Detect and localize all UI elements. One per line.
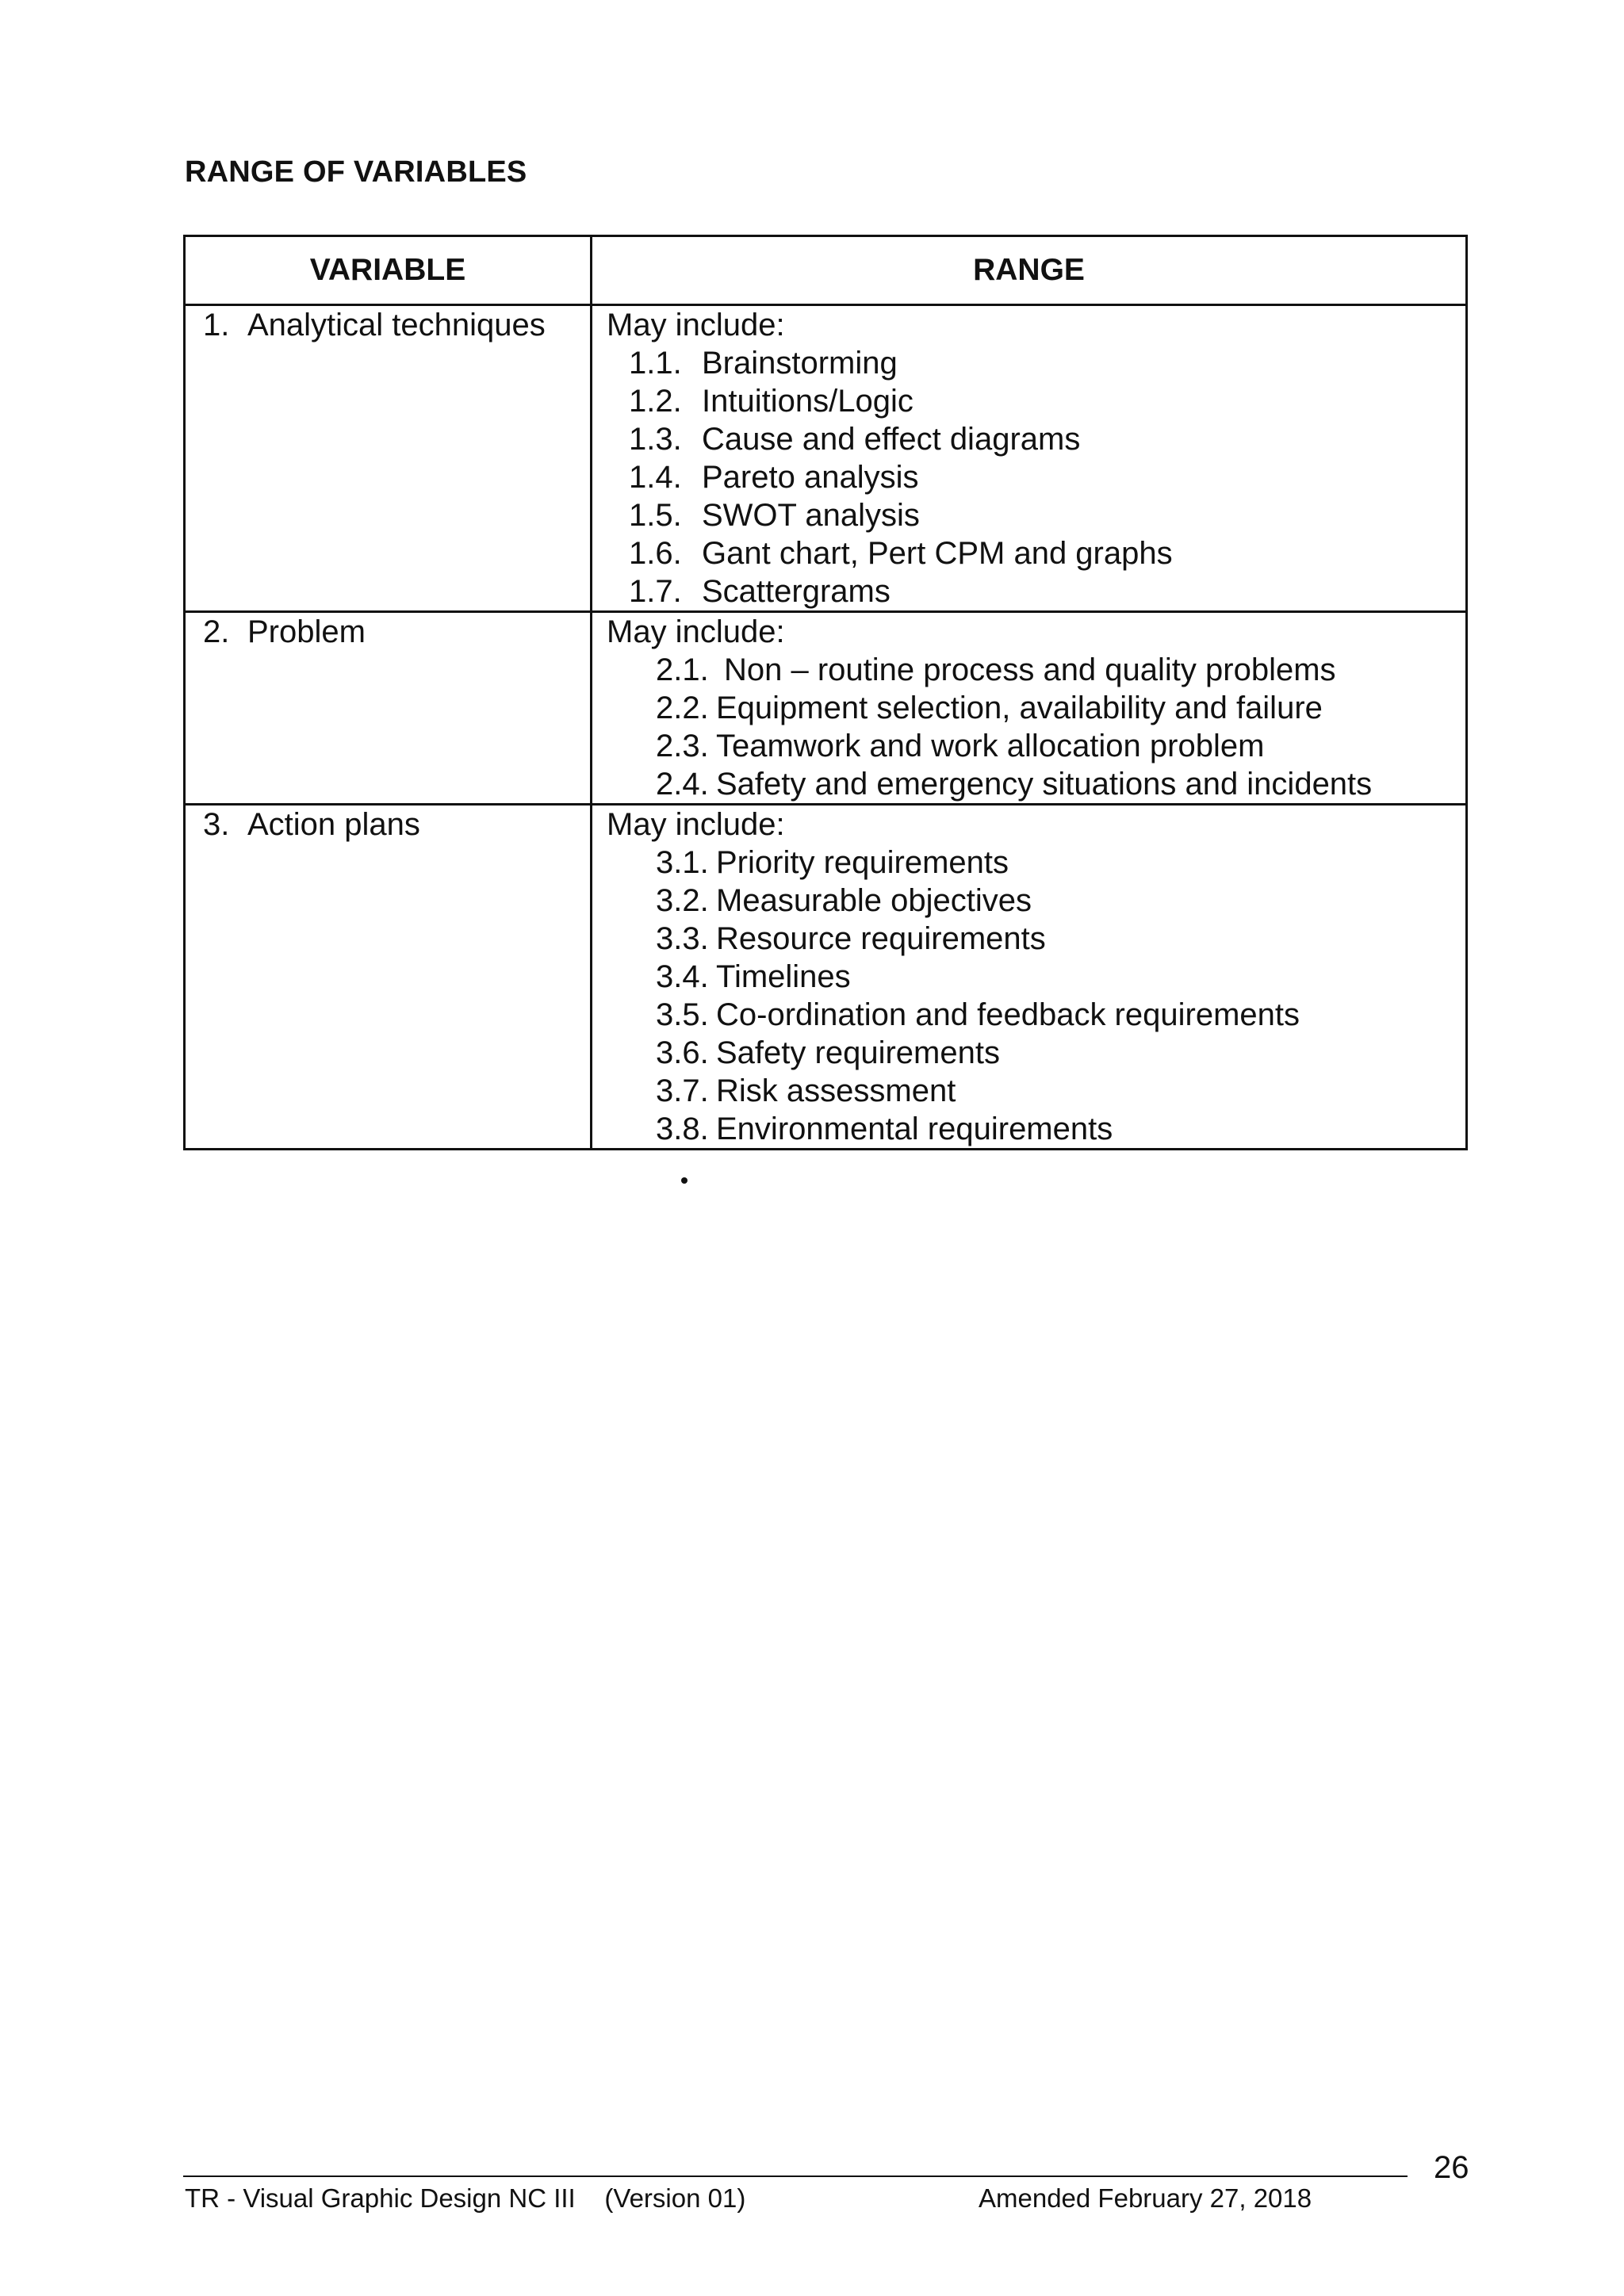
list-item	[607, 496, 1451, 534]
variable-number: 1.	[203, 308, 230, 342]
list-item-text: Co-ordination and feedback requirements	[716, 997, 1300, 1032]
list-item-number: 2.4.	[656, 767, 709, 802]
table-row	[185, 805, 1467, 1150]
variable-number: 3.	[203, 807, 230, 842]
range-list	[607, 651, 1451, 803]
list-item-text: Teamwork and work allocation problem	[716, 729, 1265, 763]
list-item-number: 1.6.	[629, 536, 682, 571]
list-item-text: Equipment selection, availability and failure	[716, 691, 1323, 725]
list-item	[607, 765, 1451, 803]
variable-number: 2.	[203, 614, 230, 649]
list-item-number: 3.3.	[656, 921, 709, 956]
list-item-number: 1.1.	[629, 346, 682, 381]
footer-document-title: TR - Visual Graphic Design NC III (Version 01)	[185, 2183, 746, 2213]
list-item	[607, 420, 1451, 458]
list-item-text: Gant chart, Pert CPM and graphs	[702, 536, 1173, 571]
list-item	[607, 727, 1451, 765]
list-item-number: 2.1.	[656, 652, 709, 687]
variable-cell	[185, 305, 592, 612]
list-item-number: 1.4.	[629, 460, 682, 495]
list-item-text: Intuitions/Logic	[702, 384, 914, 419]
list-item	[607, 844, 1451, 882]
list-item-number: 3.4.	[656, 959, 709, 994]
table-header-row	[185, 236, 1467, 305]
list-item	[607, 920, 1451, 958]
list-item	[607, 1072, 1451, 1110]
stray-dot	[681, 1177, 688, 1184]
list-item-text: Risk assessment	[716, 1073, 956, 1108]
list-item-text: Safety requirements	[716, 1035, 1000, 1070]
list-item	[607, 651, 1451, 689]
list-item-number: 1.3.	[629, 422, 682, 457]
list-item-text: Scattergrams	[702, 574, 891, 609]
list-item-number: 3.2.	[656, 883, 709, 918]
list-item-text: Environmental requirements	[716, 1112, 1113, 1146]
list-item	[607, 882, 1451, 920]
list-item	[607, 689, 1451, 727]
range-cell	[592, 612, 1467, 805]
variable-name: Analytical techniques	[247, 308, 546, 342]
list-item-number: 3.7.	[656, 1073, 709, 1108]
list-item-text: SWOT analysis	[702, 498, 920, 533]
list-item-text: Cause and effect diagrams	[702, 422, 1081, 457]
table-row	[185, 612, 1467, 805]
list-item-number: 3.1.	[656, 845, 709, 880]
list-item-text: Measurable objectives	[716, 883, 1032, 918]
range-cell	[592, 305, 1467, 612]
variable-column-header: VARIABLE	[185, 236, 592, 305]
list-item-text: Resource requirements	[716, 921, 1046, 956]
table-row	[185, 305, 1467, 612]
list-item-text: Brainstorming	[702, 346, 898, 381]
list-item-number: 3.5.	[656, 997, 709, 1032]
list-item-number: 3.8.	[656, 1112, 709, 1146]
range-cell	[592, 805, 1467, 1150]
list-item-text: Safety and emergency situations and incidents	[716, 767, 1373, 802]
range-list	[607, 844, 1451, 1148]
list-item	[607, 572, 1451, 610]
list-item-number: 2.3.	[656, 729, 709, 763]
page-number: 26	[1434, 2150, 1469, 2185]
variable-name: Action plans	[247, 807, 420, 842]
list-item	[607, 382, 1451, 420]
list-item-text: Timelines	[716, 959, 851, 994]
list-item-number: 3.6.	[656, 1035, 709, 1070]
range-intro: May include:	[607, 308, 785, 342]
variable-name: Problem	[247, 614, 366, 649]
footer-amended-date: Amended February 27, 2018	[979, 2183, 1312, 2213]
list-item	[607, 534, 1451, 572]
list-item	[607, 344, 1451, 382]
range-column-header: RANGE	[592, 236, 1467, 305]
list-item	[607, 958, 1451, 996]
list-item	[607, 1110, 1451, 1148]
list-item-text: Pareto analysis	[702, 460, 919, 495]
page-heading: RANGE OF VARIABLES	[185, 155, 527, 189]
variable-cell	[185, 612, 592, 805]
range-intro: May include:	[607, 807, 785, 842]
list-item	[607, 458, 1451, 496]
list-item-number: 1.5.	[629, 498, 682, 533]
list-item	[607, 1034, 1451, 1072]
list-item-text: Priority requirements	[716, 845, 1009, 880]
list-item-text: Non – routine process and quality problems	[724, 652, 1336, 687]
list-item-number: 1.7.	[629, 574, 682, 609]
list-item-number: 1.2.	[629, 384, 682, 419]
list-item-number: 2.2.	[656, 691, 709, 725]
range-intro: May include:	[607, 614, 785, 649]
range-list	[607, 344, 1451, 610]
variable-cell	[185, 805, 592, 1150]
footer-divider	[183, 2175, 1408, 2177]
list-item	[607, 996, 1451, 1034]
range-of-variables-table	[183, 235, 1468, 1150]
